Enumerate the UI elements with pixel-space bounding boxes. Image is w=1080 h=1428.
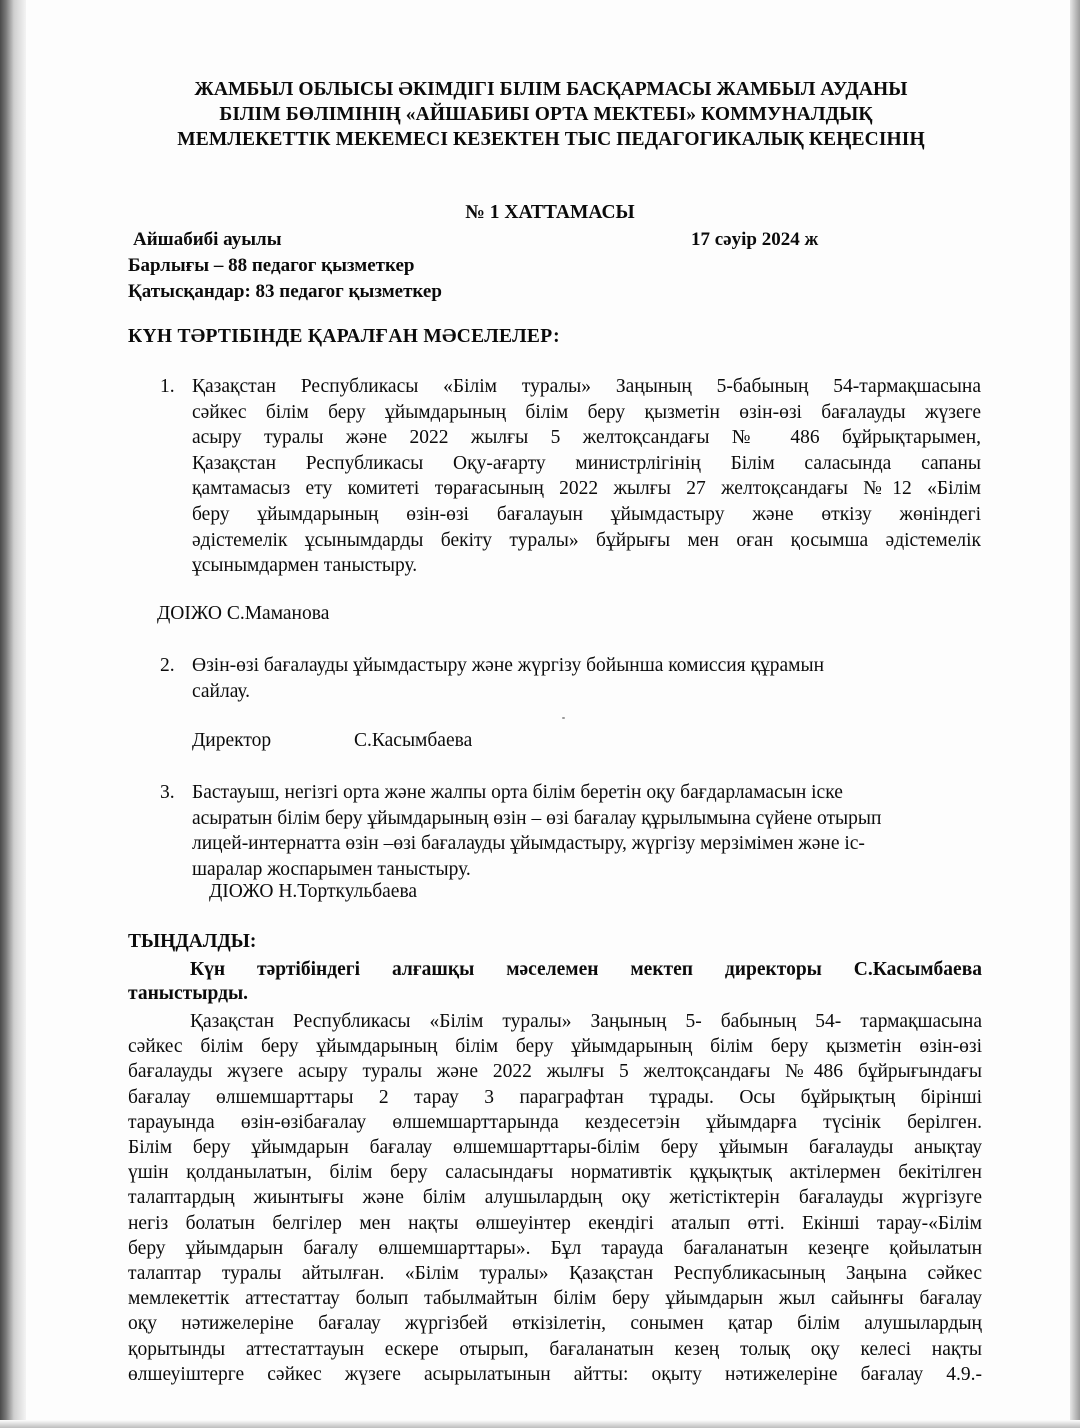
meta-place: Айшабибі ауылы xyxy=(133,229,282,250)
header-line-1: ЖАМБЫЛ ОБЛЫСЫ ӘКІМДІГІ БІЛІМ БАСҚАРМАСЫ ЖАМБЫЛ АУДАНЫ xyxy=(194,79,908,100)
heard-intro xyxy=(190,957,982,983)
agenda-item-1-line: Қазақстан Республикасы «Білім туралы» Заңының 5-бабының 54-тармақшасына xyxy=(192,376,981,397)
document-header xyxy=(120,77,982,152)
agenda-item-2-speaker-role: Директор xyxy=(192,730,272,751)
agenda-heading: КҮН ТӘРТІБІНДЕ ҚАРАЛҒАН МӘСЕЛЕЛЕР: xyxy=(128,326,560,347)
heard-intro-line-1: Күн тәртібіндегі алғашқы мәселемен мектеп директоры С.Касымбаева xyxy=(190,959,982,980)
agenda-item-3-line: шаралар жоспарымен таныстыру. xyxy=(192,858,471,880)
scan-bottom-edge-shadow xyxy=(0,1420,1080,1428)
agenda-item-1-line: асыру туралы және 2022 жылғы 5 желтоқсандағы № 486 бұйрықтарымен, xyxy=(192,427,981,449)
agenda-item-3-line: Бастауыш, негізгі орта және жалпы орта білім беретін оқу бағдарламасын іске xyxy=(192,782,843,803)
paragraph-line: мемлекеттік аттестаттау болып табылмайтын білім беру ұйымдарын жыл сайынғы бағалау xyxy=(128,1288,982,1310)
paragraph-line: беру ұйымдарын бағалу өлшемшарттары». Бұл тарауда бағаланатын кезеңге қойылатын xyxy=(128,1237,982,1259)
agenda-item-3-line: асыратын білім беру ұйымдарының өзін – өзі бағалау құрылымына сүйене отырып xyxy=(192,807,882,829)
agenda-item-2 xyxy=(160,653,932,704)
agenda-item-3 xyxy=(160,780,982,882)
paragraph-line: негіз болатын белгілер мен нақты өлшеуінтер екендігі аталып өтті. Екінші тарау-«Білім xyxy=(128,1212,982,1234)
header-line-2: БІЛІМ БӨЛІМІНІҢ «АЙШАБИБІ ОРТА МЕКТЕБІ» КОММУНАЛДЫҚ xyxy=(219,104,873,125)
paragraph-line: талаптар туралы айтылған. «Білім туралы» Қазақстан Республикасының Заңына сәйкес xyxy=(128,1263,982,1285)
paragraph-line: қорытынды аттестаттауын ескере отырып, бағаланатын кезең толық оқу келесі нақты xyxy=(128,1338,982,1360)
paragraph-line: талаптардың жиынтығы және білім алушылардың оқу жетістіктерін бағалауды жүргізуге xyxy=(128,1187,982,1209)
paragraph-line: бағалауды жүзеге асыру туралы және 2022 жылғы 5 желтоқсандағы №486 бұйрығындағы xyxy=(128,1061,982,1083)
meta-present-staff: Қатысқандар: 83 педагог қызметкер xyxy=(128,281,442,302)
paragraph-line: бағалау өлшемшарттары 2 тарау 3 параграфтан тұрады. Осы бұйрықтың бірінші xyxy=(128,1086,982,1108)
paragraph-line: тарауында өзін-өзібағалау өлшемшарттарында кездесетэін ұйымдарға түсінік берілген. xyxy=(128,1111,982,1133)
agenda-item-1-line: ұсынымдармен таныстыру. xyxy=(192,555,418,577)
agenda-item-1-line: беру ұйымдарының өзін-өзі бағалауын ұйымдастыру және өткізу жөніндегі xyxy=(192,503,981,525)
heard-paragraph xyxy=(128,1009,982,1387)
meta-total-staff: Барлығы – 88 педагог қызметкер xyxy=(128,255,415,276)
agenda-item-1-line: Қазақстан Республикасы Оқу-ағарту министрлігінің Білім саласында сапаны xyxy=(192,452,981,474)
paragraph-line: өлшеуіштерге сәйкес жүзеге асырылатынын айтты: оқыту нәтижелеріне бағалау 4.9.- xyxy=(128,1363,982,1385)
protocol-title: № 1 ХАТТАМАСЫ xyxy=(465,202,635,223)
agenda-item-2-line: Өзін-өзі бағалауды ұйымдастыру және жүргізу бойынша комиссия құрамын xyxy=(192,655,825,676)
meta-date: 17 сәуір 2024 ж xyxy=(691,229,819,250)
agenda-item-2-speaker-name: С.Касымбаева xyxy=(354,730,473,751)
heard-intro-line-2: таныстырды. xyxy=(128,983,249,1004)
agenda-item-2-line: сайлау. xyxy=(192,680,251,702)
agenda-item-1-line: әдістемелік ұсынымдарды бекіту туралы» бұйрығы мен оған қосымша әдістемелік xyxy=(192,529,981,551)
header-line-3: МЕМЛЕКЕТТІК МЕКЕМЕСІ КЕЗЕКТЕН ТЫС ПЕДАГОГИКАЛЫҚ КЕҢЕСІНІҢ xyxy=(177,129,925,150)
agenda-item-1 xyxy=(160,374,981,579)
agenda-item-1-speaker: ДОІЖО С.Маманова xyxy=(157,603,330,624)
paragraph-line: Қазақстан Республикасы «Білім туралы» Заңының 5- бабының 54- тармақшасына xyxy=(190,1011,982,1032)
agenda-item-1-line: қамтамасыз ету комитеті төрағасының 2022 жылғы 27 желтоқсандағы №12 «Білім xyxy=(192,478,981,500)
heard-heading: ТЫҢДАЛДЫ: xyxy=(128,931,257,952)
agenda-item-3-number: 3. xyxy=(160,782,175,803)
paragraph-line: Білім беру ұйымдарын бағалау өлшемшарттары-білім беру ұйымын бағалауды анықтау xyxy=(128,1137,982,1159)
paragraph-line: үшін қолданылатын, білім беру саласындағы нормативтік құқықтық актілермен бекітілген xyxy=(128,1162,982,1184)
scan-speck xyxy=(562,717,565,719)
agenda-item-2-number: 2. xyxy=(160,655,175,676)
agenda-item-1-line: сәйкес білім беру ұйымдарының білім беру қызметін өзін-өзі бағалауды жүзеге xyxy=(192,401,981,423)
paragraph-line: оқу нәтижелеріне бағалау жүргізбей өткізілетін, сонымен қатар білім алушылардың xyxy=(128,1313,982,1335)
agenda-item-1-number: 1. xyxy=(160,376,175,397)
agenda-item-3-speaker: ДІОЖО Н.Торткульбаева xyxy=(209,881,418,902)
agenda-item-3-line: лицей-интернатта өзін –өзі бағалауды ұйымдастыру, жүргізу мерзімімен және іс- xyxy=(192,833,865,855)
paragraph-line: сәйкес білім беру ұйымдарының білім беру ұйымдарының білім беру қызметін өзін-өзі xyxy=(128,1036,982,1058)
